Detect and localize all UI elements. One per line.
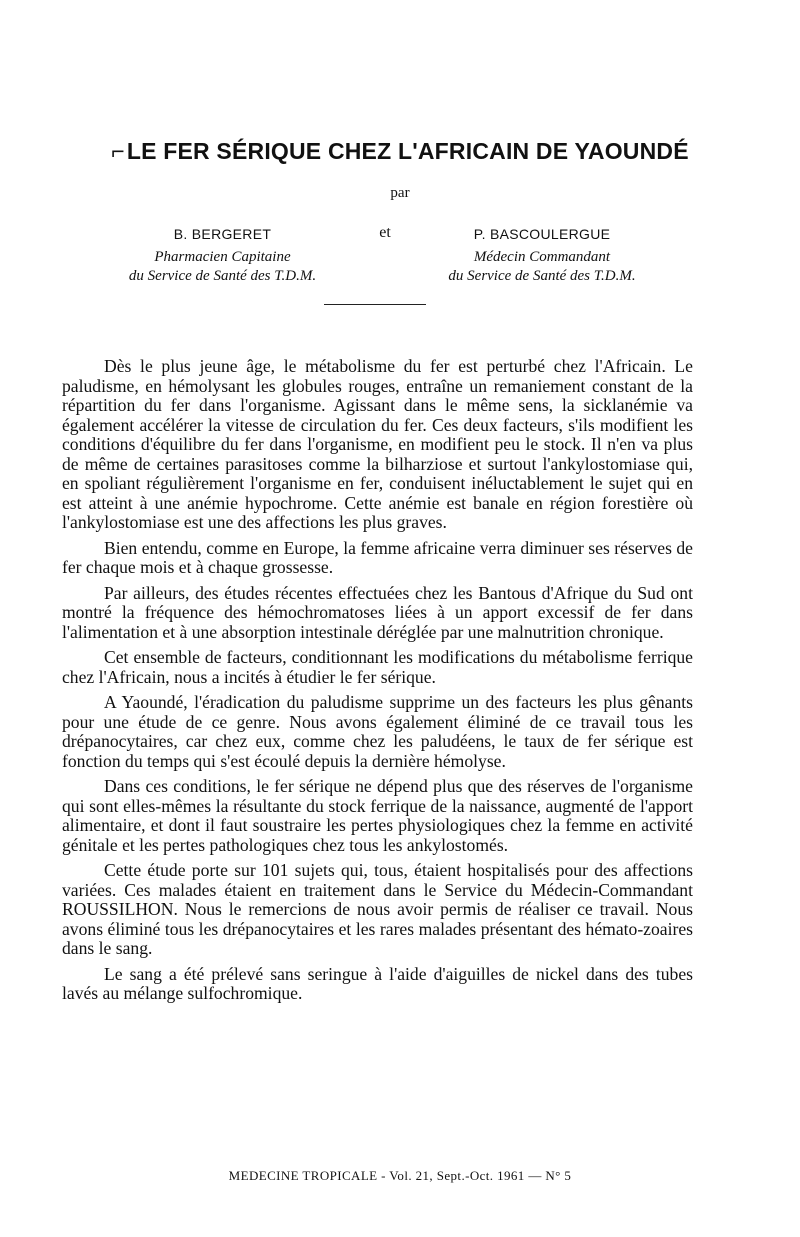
body-paragraph: Dès le plus jeune âge, le métabolisme du fer est perturbé chez l'Africain. Le paludisme, en hémolysant les globules rouges, entraîne un remaniement constant de la répartition du fer dans l'organisme. Agissant dans le même sens, la sicklanémie va également accélérer la vitesse de circulation du fer. Ces deux facteurs, s'ils modifient les conditions d'équilibre du fer dans l'organisme, en modifient peu le stock. Il n'en va plus de même de certaines parasitoses comme la bilharziose et surtout l'ankylostomiase qui, en spoliant régulièrement l'organisme en fer, conduisent inéluctablement le sujet qui en est atteint à une anémie hypochrome. Cette anémie est banale en région forestière où l'ankylostomiase est une des affections les plus graves. <box>62 356 693 532</box>
article-title <box>50 138 750 165</box>
body-paragraph: Cet ensemble de facteurs, conditionnant les modifications du métabolisme ferrique chez l'Africain, nous a incités à étudier le fer sérique. <box>62 647 693 687</box>
author-role: Médecin Commandant <box>473 249 611 265</box>
article-title-text: LE FER SÉRIQUE CHEZ L'AFRICAIN DE YAOUNDÉ <box>126 138 689 164</box>
author-conjunction: et <box>379 224 391 241</box>
byline-par: par <box>390 185 410 201</box>
body-paragraph: Par ailleurs, des études récentes effectuées chez les Bantous d'Afrique du Sud ont montré la fréquence des hémochromatoses liées à un apport excessif de fer dans l'alimentation et à une absorption intestinale déréglée par une malnutrition chronique. <box>62 582 693 642</box>
journal-footer: MEDECINE TROPICALE - Vol. 21, Sept.-Oct. 1961 — N° 5 <box>228 1168 572 1183</box>
author-block-2 <box>412 226 672 286</box>
author-role: Pharmacien Capitaine <box>154 249 291 265</box>
title-mark: ⌐ <box>111 138 125 164</box>
author-name: B. BERGERET <box>173 226 272 242</box>
body-paragraph: A Yaoundé, l'éradication du paludisme supprime un des facteurs les plus gênants pour une étude de ce genre. Nous avons également éliminé de ce travail tous les drépanocytaires, car chez eux, comme chez les paludéens, le taux de fer sérique est fonction du temps qui s'est écoulé depuis la dernière hémolyse. <box>62 692 693 771</box>
title-divider <box>324 304 426 305</box>
author-affiliation: du Service de Santé des T.D.M. <box>128 268 317 284</box>
body-paragraph: Le sang a été prélevé sans seringue à l'aide d'aiguilles de nickel dans des tubes lavés au mélange sulfochromique. <box>62 963 693 1003</box>
author-affiliation: du Service de Santé des T.D.M. <box>448 268 636 284</box>
body-paragraph: Cette étude porte sur 101 sujets qui, tous, étaient hospitalisés pour des affections variées. Ces malades étaient en traitement dans le Service du Médecin-Commandant ROUSSILHON. Nous le remercions de nous avoir permis de réaliser ce travail. Nous avons éliminé tous les drépanocytaires et les rares malades présentant des hémato-zoaires dans le sang. <box>62 860 693 958</box>
author-block-1 <box>100 226 345 286</box>
body-paragraph: Bien entendu, comme en Europe, la femme africaine verra diminuer ses réserves de fer chaque mois et à chaque grossesse. <box>62 537 693 577</box>
body-paragraph: Dans ces conditions, le fer sérique ne dépend plus que des réserves de l'organisme qui sont elles-mêmes la résultante du stock ferrique de la naissance, augmenté de l'apport alimentaire, et dont il faut soustraire les pertes physiologiques chez la femme en activité génitale et les pertes pathologiques chez tous les ankylostomés. <box>62 776 693 855</box>
author-name: P. BASCOULERGUE <box>473 226 611 242</box>
article-body <box>62 357 693 1010</box>
